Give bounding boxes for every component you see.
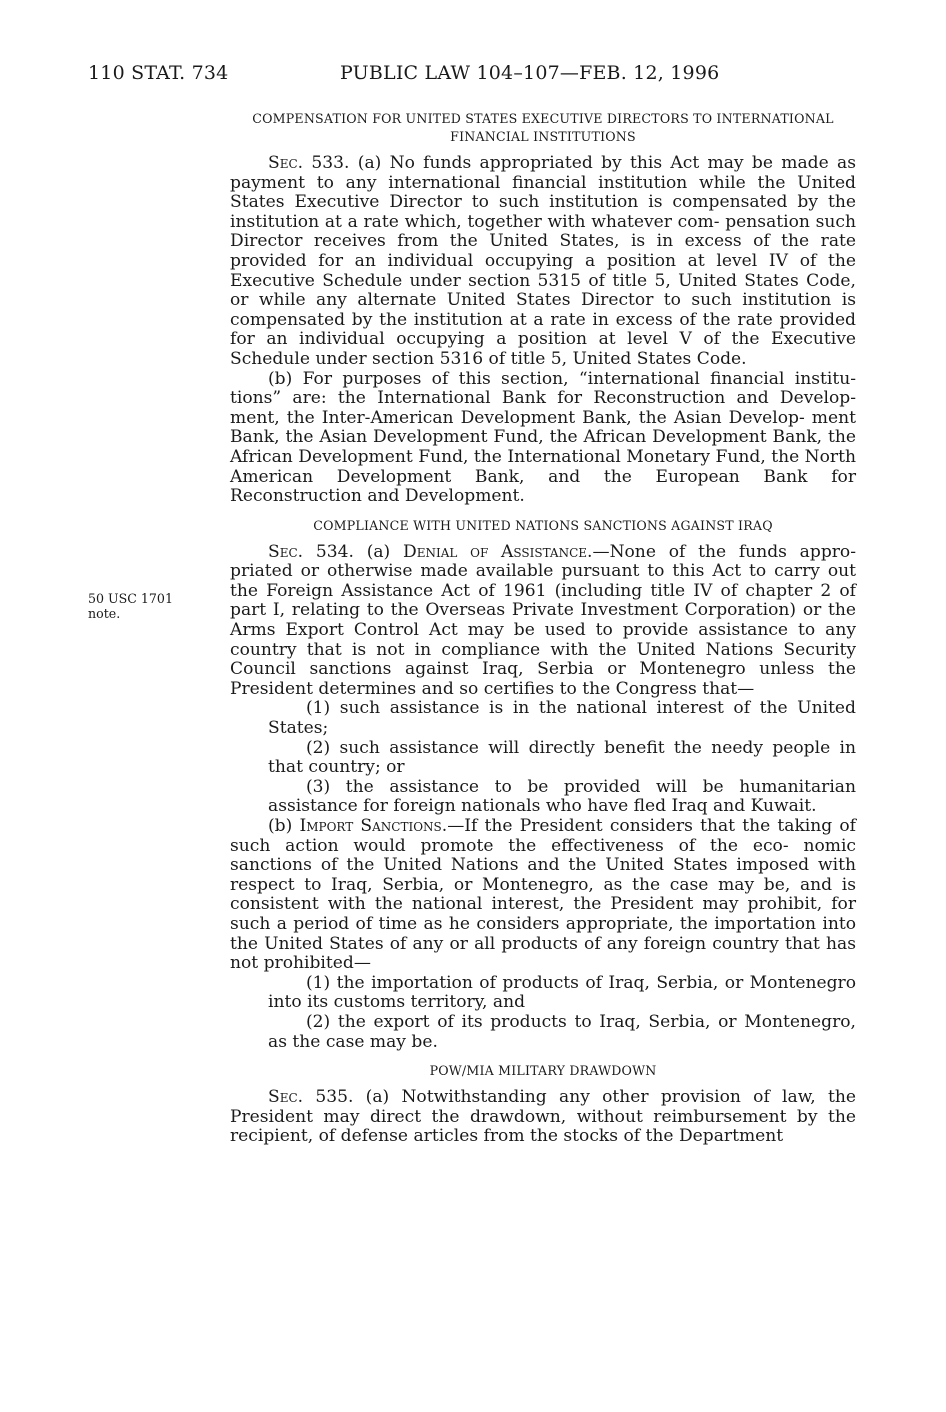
sec-label: Sec. [268, 153, 304, 173]
section-534-b-item-2: (2) the export of its products to Iraq, Serbia, or Montenegro, as the case may be. [268, 1011, 856, 1052]
public-law-citation: PUBLIC LAW 104–107—FEB. 12, 1996 [340, 62, 720, 84]
section-534-b-caption: Import Sanctions. [299, 816, 448, 836]
section-535-heading: POW/MIA MILITARY DRAWDOWN [429, 1063, 657, 1079]
section-534-b-text: —If the President considers that the taking of such action would promote the effectiveness of the eco- nomic sanctions of the United Nations and the United States imposed with respect to Iraq, Serbia, or Montenegro, as the case may be, and is consistent with the national interest, the President may prohibit, for such a period of time as he considers appropriate, the importation into the United States of any or all products of any foreign country that has not prohibited— [230, 816, 857, 974]
margin-note-usc: 50 USC 1701 note. [88, 591, 173, 621]
section-535-a-text: 535. (a) Notwithstanding any other provision of law, the President may direct the drawdown, without reimbursement by the recipient, of defense articles from the stocks of the Department [230, 1087, 856, 1147]
section-534-a-item-3: (3) the assistance to be provided will be humanitarian assistance for foreign nationals who have fled Iraq and Kuwait. [268, 776, 856, 817]
section-534-a-item-2: (2) such assistance will directly benefit the needy people in that country; or [268, 737, 856, 778]
section-533-heading: COMPENSATION FOR UNITED STATES EXECUTIVE DIRECTORS TO INTERNATIONAL FINANCIAL INSTITUTIONS [252, 111, 834, 144]
section-534-b-item-1: (1) the importation of products of Iraq, Serbia, or Montenegro into its customs territory, and [268, 972, 856, 1013]
section-535-a [230, 1088, 856, 1147]
section-533-a-text: 533. (a) No funds appropriated by this Act may be made as payment to any international financial institution while the United States Executive Director to such institution is compensated by the institution at a rate which, together with whatever com- pensation such Director receives from the United States, is in excess of the rate provided for an individual occupying a position at level IV of the Executive Schedule under section 5315 of title 5, United States Code, or while any alternate United States Director to such institution is compensated by the institution at a rate in excess of the rate provided for an individual occupying a position at level V of the Executive Schedule under section 5316 of title 5, United States Code. [230, 153, 856, 369]
section-534-heading: COMPLIANCE WITH UNITED NATIONS SANCTIONS AGAINST IRAQ [313, 517, 773, 533]
section-534-a-text: —None of the funds appro- priated or otherwise made available pursuant to this Act to carry out the Foreign Assistance Act of 1961 (including title IV of chapter 2 of part I, relating to the Overseas Private Investment Corporation) or the Arms Export Control Act may be used to provide assistance to any country that is not in compliance with the United Nations Security Council sanctions against Iraq, Serbia or Montenegro unless the President determines and so certifies to the Congress that— [230, 541, 856, 699]
section-534-a-number: 534. (a) [303, 541, 403, 562]
section-534-a-item-1: (1) such assistance is in the national interest of the United States; [268, 698, 856, 739]
section-534-a-caption: Denial of Assistance. [403, 541, 593, 562]
section-534-a [230, 543, 856, 700]
section-534-b [230, 817, 856, 974]
section-533-b: (b) For purposes of this section, “international financial institu- tions” are: the International Bank for Reconstruction and Develop- ment, the Inter-American Development Bank, the Asian Develop- ment Bank, the Asian Development Fund, the African Development Bank, the African Development Fund, the International Monetary Fund, the North American Development Bank, and the European Bank for Reconstruction and Development. [230, 368, 856, 507]
section-534-b-number: (b) [268, 816, 300, 836]
sec-label: Sec. [268, 541, 304, 562]
body-column [230, 110, 856, 1147]
section-533-a [230, 154, 856, 370]
statute-page-number: 110 STAT. 734 [88, 62, 229, 84]
sec-label: Sec. [268, 1087, 304, 1108]
